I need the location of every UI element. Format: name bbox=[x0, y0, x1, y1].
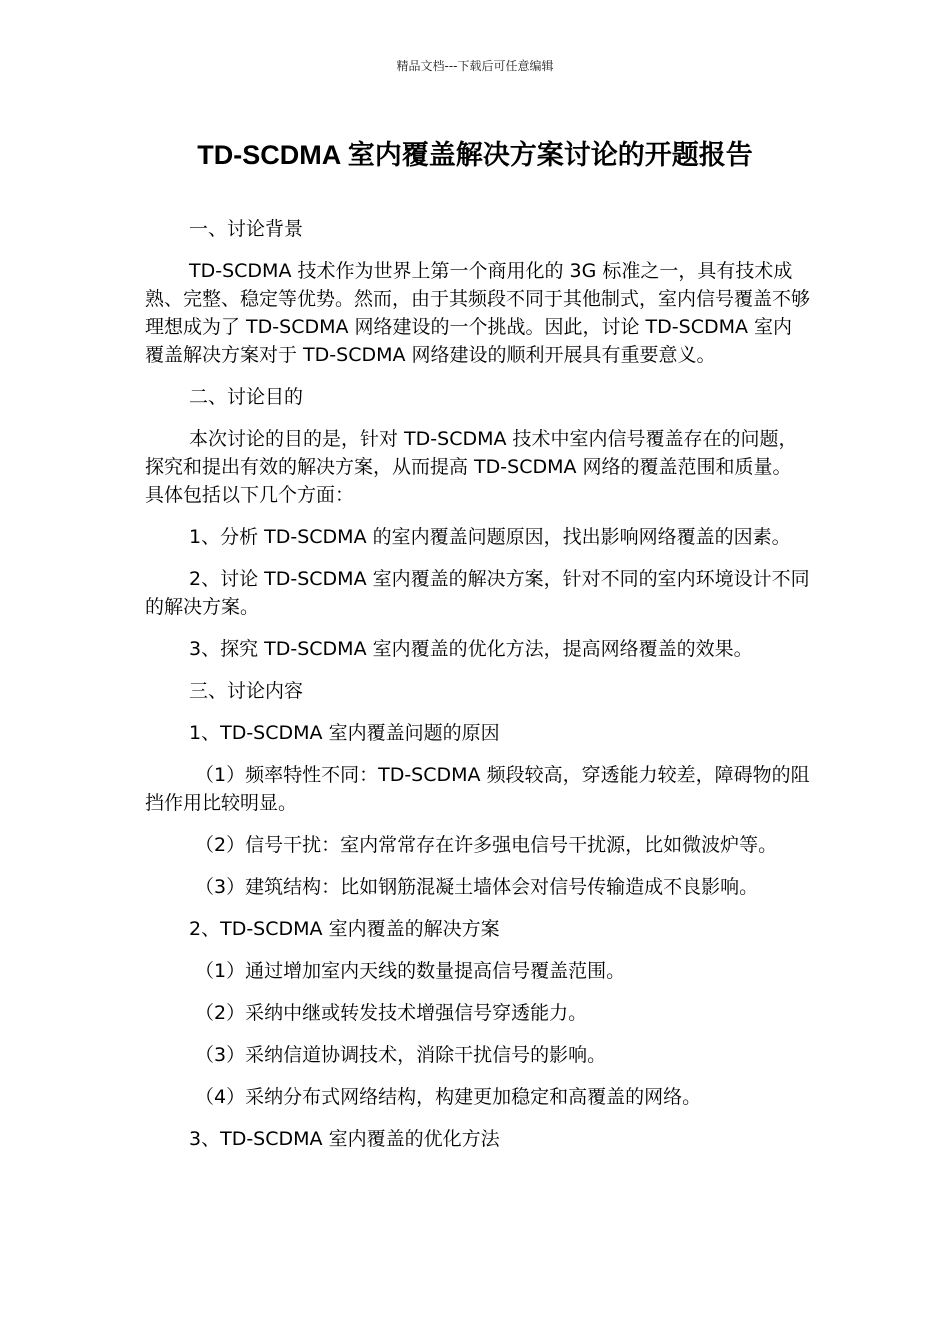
cause-item-1: （1）频率特性不同：TD-SCDMA 频段较高，穿透能力较差，障碍物的阻挡作用比较明显。 bbox=[145, 764, 810, 814]
cause-item-3: （3）建筑结构：比如钢筋混凝土墙体会对信号传输造成不良影响。 bbox=[195, 876, 759, 898]
content-subheading-1: 1、TD-SCDMA 室内覆盖问题的原因 bbox=[189, 722, 500, 744]
section-heading-purpose: 二、讨论目的 bbox=[189, 386, 304, 408]
solution-item-2: （2）采纳中继或转发技术增强信号穿透能力。 bbox=[195, 1002, 588, 1024]
section-heading-content: 三、讨论内容 bbox=[189, 680, 304, 702]
document-body bbox=[145, 215, 810, 1167]
paragraph-purpose: 本次讨论的目的是，针对 TD-SCDMA 技术中室内信号覆盖存在的问题，探究和提出有效的解决方案，从而提高 TD-SCDMA 网络的覆盖范围和质量。具体包括以下几个方面： bbox=[145, 428, 798, 506]
purpose-item-3: 3、探究 TD-SCDMA 室内覆盖的优化方法，提高网络覆盖的效果。 bbox=[189, 638, 753, 660]
header-note: 精品文档---下载后可任意编辑 bbox=[396, 59, 554, 73]
purpose-item-2: 2、讨论 TD-SCDMA 室内覆盖的解决方案，针对不同的室内环境设计不同的解决方案。 bbox=[145, 568, 810, 618]
paragraph-background: TD-SCDMA 技术作为世界上第一个商用化的 3G 标准之一，具有技术成熟、完整、稳定等优势。然而，由于其频段不同于其他制式，室内信号覆盖不够理想成为了 TD-SCDMA 网络建设的一个挑战。因此，讨论 TD-SCDMA 室内覆盖解决方案对于 TD-SCDMA 网络建设的顺利开展具有重要意义。 bbox=[145, 260, 811, 366]
content-subheading-2: 2、TD-SCDMA 室内覆盖的解决方案 bbox=[189, 918, 500, 940]
solution-item-1: （1）通过增加室内天线的数量提高信号覆盖范围。 bbox=[195, 960, 626, 982]
section-heading-background: 一、讨论背景 bbox=[189, 218, 304, 240]
cause-item-2: （2）信号干扰：室内常常存在许多强电信号干扰源，比如微波炉等。 bbox=[195, 834, 778, 856]
solution-item-3: （3）采纳信道协调技术，消除干扰信号的影响。 bbox=[195, 1044, 607, 1066]
purpose-item-1: 1、分析 TD-SCDMA 的室内覆盖问题原因，找出影响网络覆盖的因素。 bbox=[189, 526, 791, 548]
document-title: TD-SCDMA 室内覆盖解决方案讨论的开题报告 bbox=[197, 140, 753, 170]
solution-item-4: （4）采纳分布式网络结构，构建更加稳定和高覆盖的网络。 bbox=[195, 1086, 702, 1108]
content-subheading-3: 3、TD-SCDMA 室内覆盖的优化方法 bbox=[189, 1128, 500, 1150]
